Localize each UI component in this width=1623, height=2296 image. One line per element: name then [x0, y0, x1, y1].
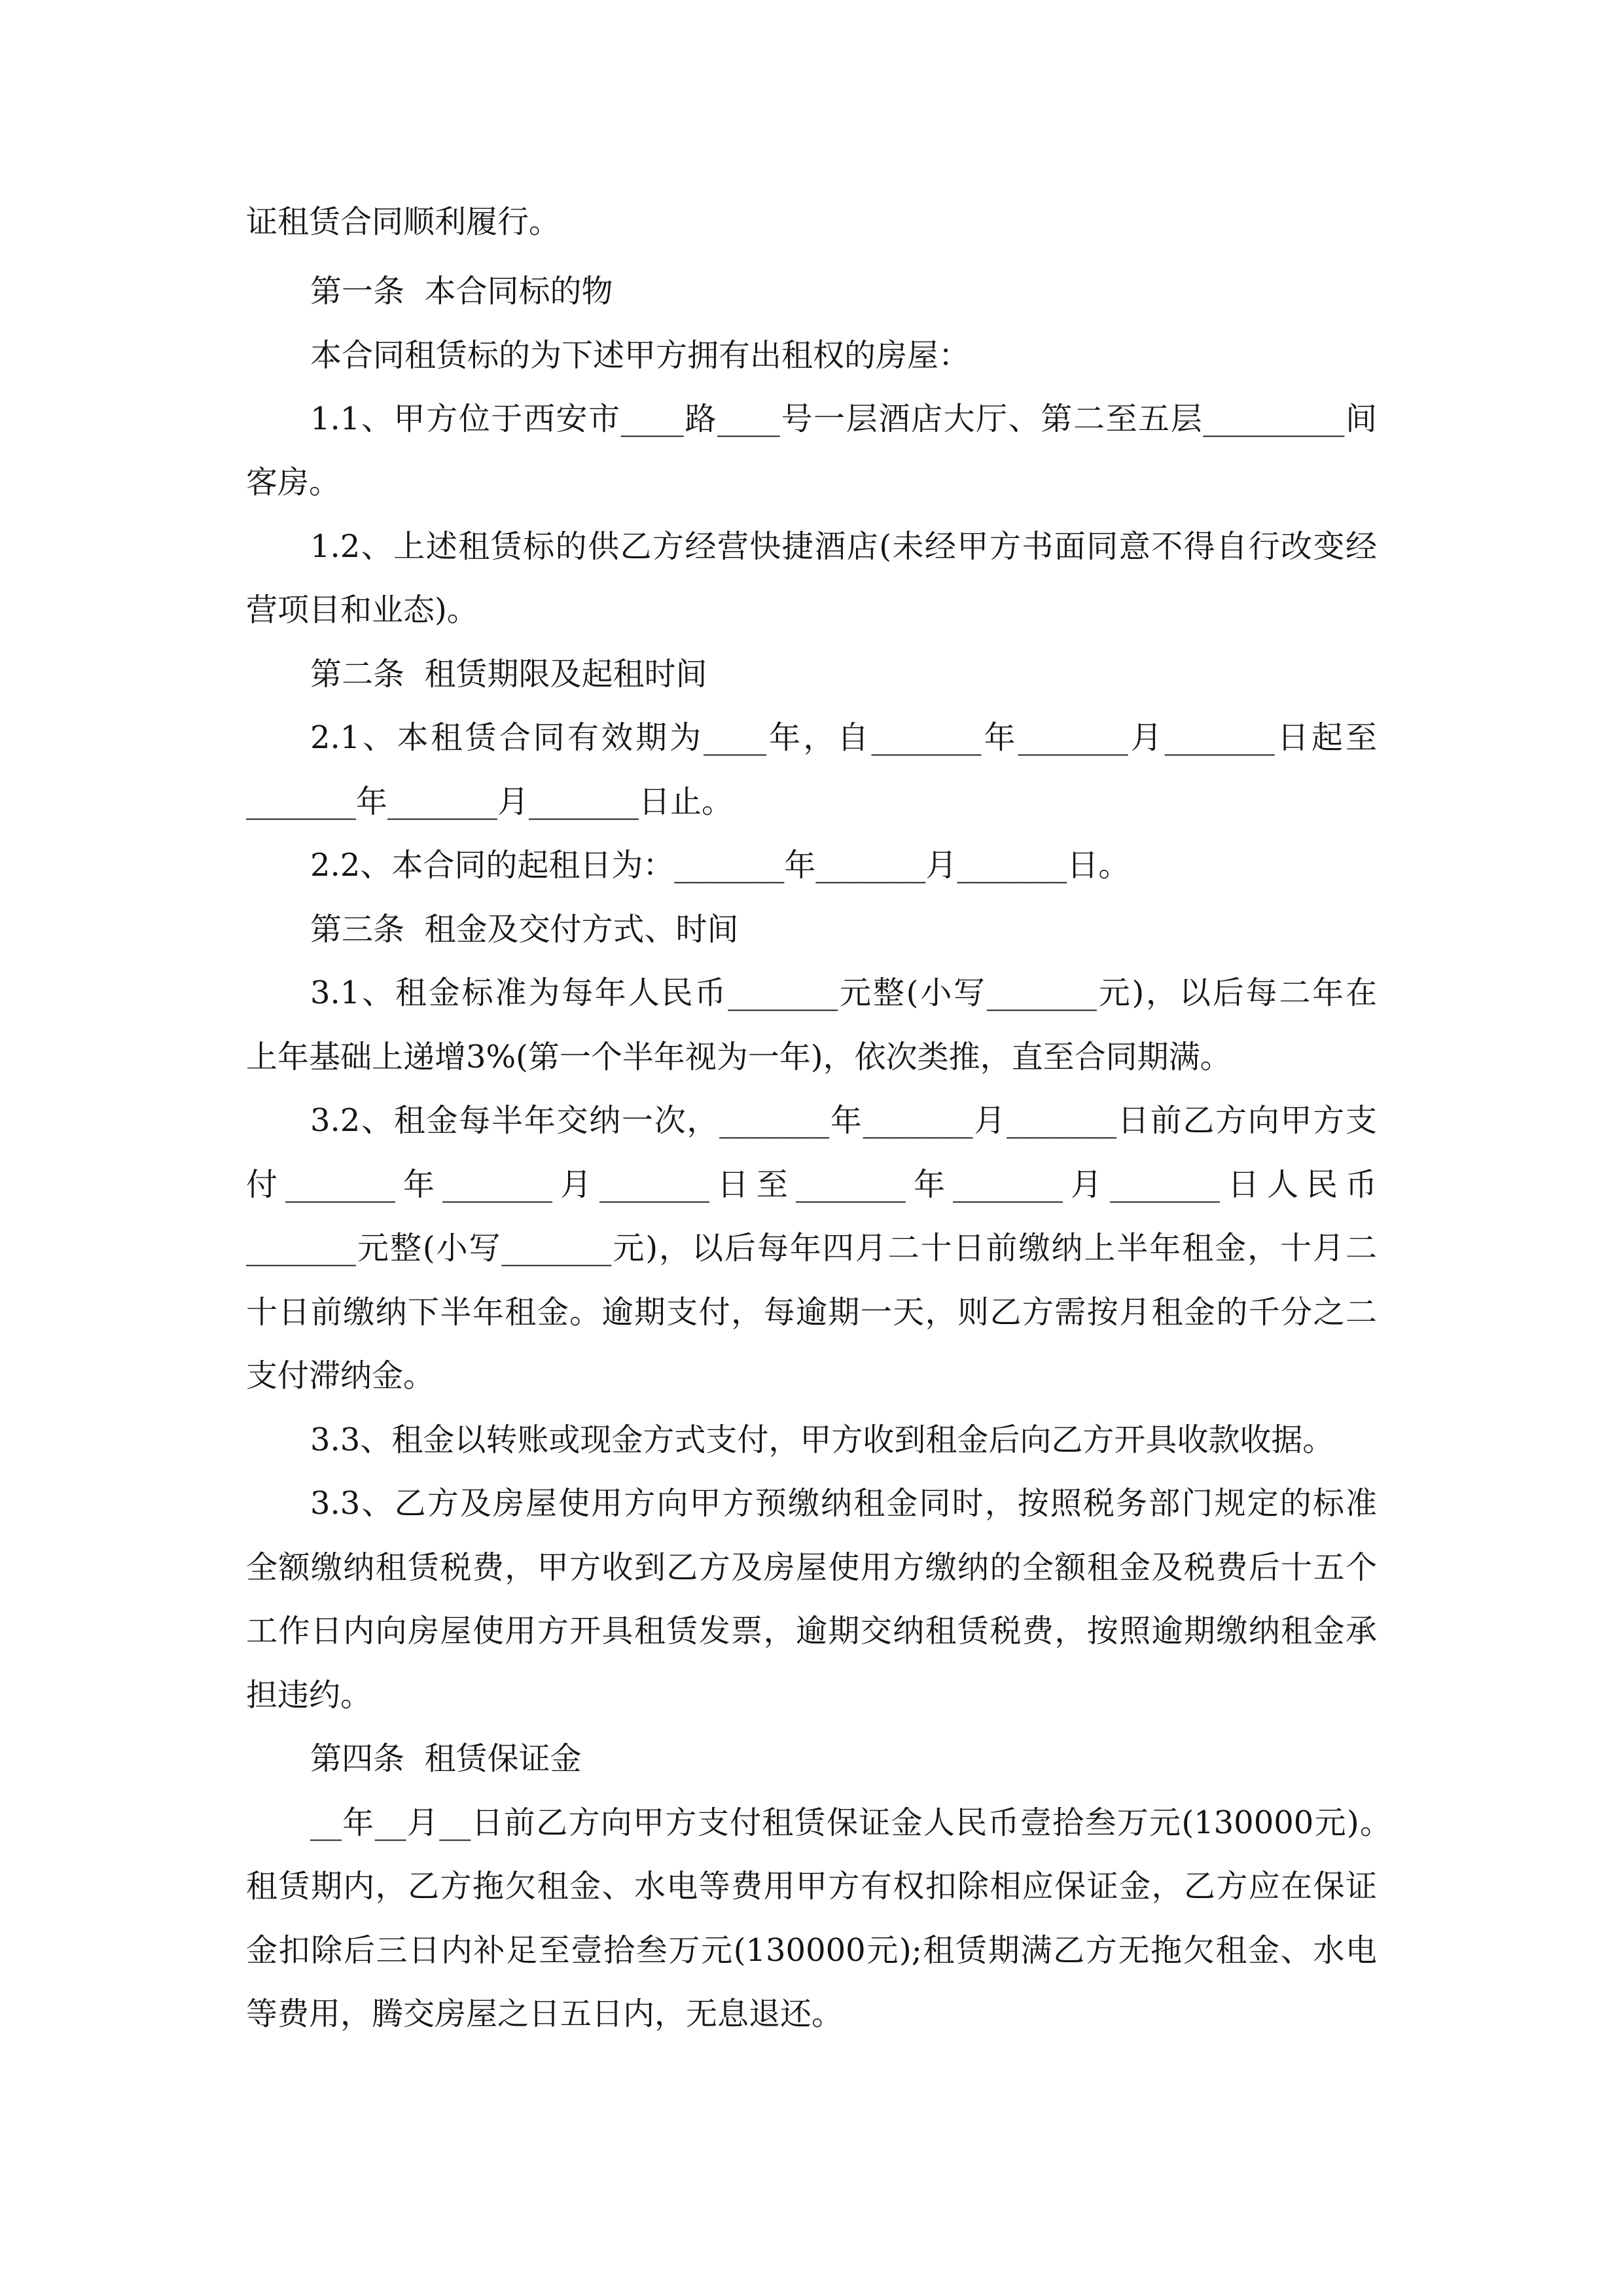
paragraph-line: 等费用，腾交房屋之日五日内，无息退还。: [246, 1996, 844, 2032]
paragraph-line: 营项目和业态)。: [246, 592, 478, 628]
clause-3-3a: 3.3、租金以转账或现金方式支付，甲方收到租金后向乙方开具收款收据。: [310, 1422, 1334, 1458]
paragraph-line: 租赁期内，乙方拖欠租金、水电等费用甲方有权扣除相应保证金，乙方应在保证: [246, 1868, 1377, 1905]
clause-3-1: 3.1、租金标准为每年人民币_______元整(小写_______元)，以后每二年在: [310, 975, 1377, 1011]
paragraph-line: _______年_______月_______日止。: [246, 783, 734, 820]
clause-3-2: 3.2、租金每半年交纳一次，_______年_______月_______日前乙方向甲方支: [310, 1102, 1377, 1139]
paragraph-line: 十日前缴纳下半年租金。逾期支付，每逾期一天，则乙方需按月租金的千分之二: [246, 1294, 1377, 1331]
clause-1-1: 1.1、甲方位于西安市____路____号一层酒店大厅、第二至五层_________间: [310, 401, 1377, 437]
section-heading-3: 第三条 租金及交付方式、时间: [310, 911, 739, 948]
paragraph-line: 本合同租赁标的为下述甲方拥有出租权的房屋：: [310, 337, 971, 374]
paragraph-line: 全额缴纳租赁税费，甲方收到乙方及房屋使用方缴纳的全额租金及税费后十五个: [246, 1549, 1377, 1586]
clause-2-2: 2.2、本合同的起租日为：_______年_______月_______日。: [310, 847, 1130, 884]
paragraph-line: 客房。: [246, 464, 341, 501]
clause-1-2: 1.2、上述租赁标的供乙方经营快捷酒店(未经甲方书面同意不得自行改变经: [310, 528, 1377, 565]
paragraph-line: 证租赁合同顺利履行。: [246, 204, 561, 240]
paragraph-line: 金扣除后三日内补足至壹拾叁万元(130000元);租赁期满乙方无拖欠租金、水电: [246, 1932, 1377, 1969]
paragraph-line: _______元整(小写_______元)，以后每年四月二十日前缴纳上半年租金，十月二: [246, 1230, 1377, 1266]
paragraph-line: 担违约。: [246, 1677, 372, 1713]
section-heading-2: 第二条 租赁期限及起租时间: [310, 656, 707, 692]
paragraph-line: 付_______年_______月_______日至_______年_______月_______日人民币: [246, 1166, 1377, 1203]
clause-4: __年__月__日前乙方向甲方支付租赁保证金人民币壹拾叁万元(130000元)。: [310, 1804, 1391, 1841]
paragraph-line: 工作日内向房屋使用方开具租赁发票，逾期交纳租赁税费，按照逾期缴纳租金承: [246, 1613, 1377, 1649]
clause-3-3b: 3.3、乙方及房屋使用方向甲方预缴纳租金同时，按照税务部门规定的标准: [310, 1485, 1377, 1522]
paragraph-line: 支付滞纳金。: [246, 1357, 435, 1394]
clause-2-1: 2.1、本租赁合同有效期为____年，自_______年_______月_______日起至: [310, 719, 1377, 756]
paragraph-line: 上年基础上递增3%(第一个半年视为一年)，依次类推，直至合同期满。: [246, 1039, 1232, 1075]
section-heading-1: 第一条 本合同标的物: [310, 273, 613, 310]
section-heading-4: 第四条 租赁保证金: [310, 1740, 582, 1777]
